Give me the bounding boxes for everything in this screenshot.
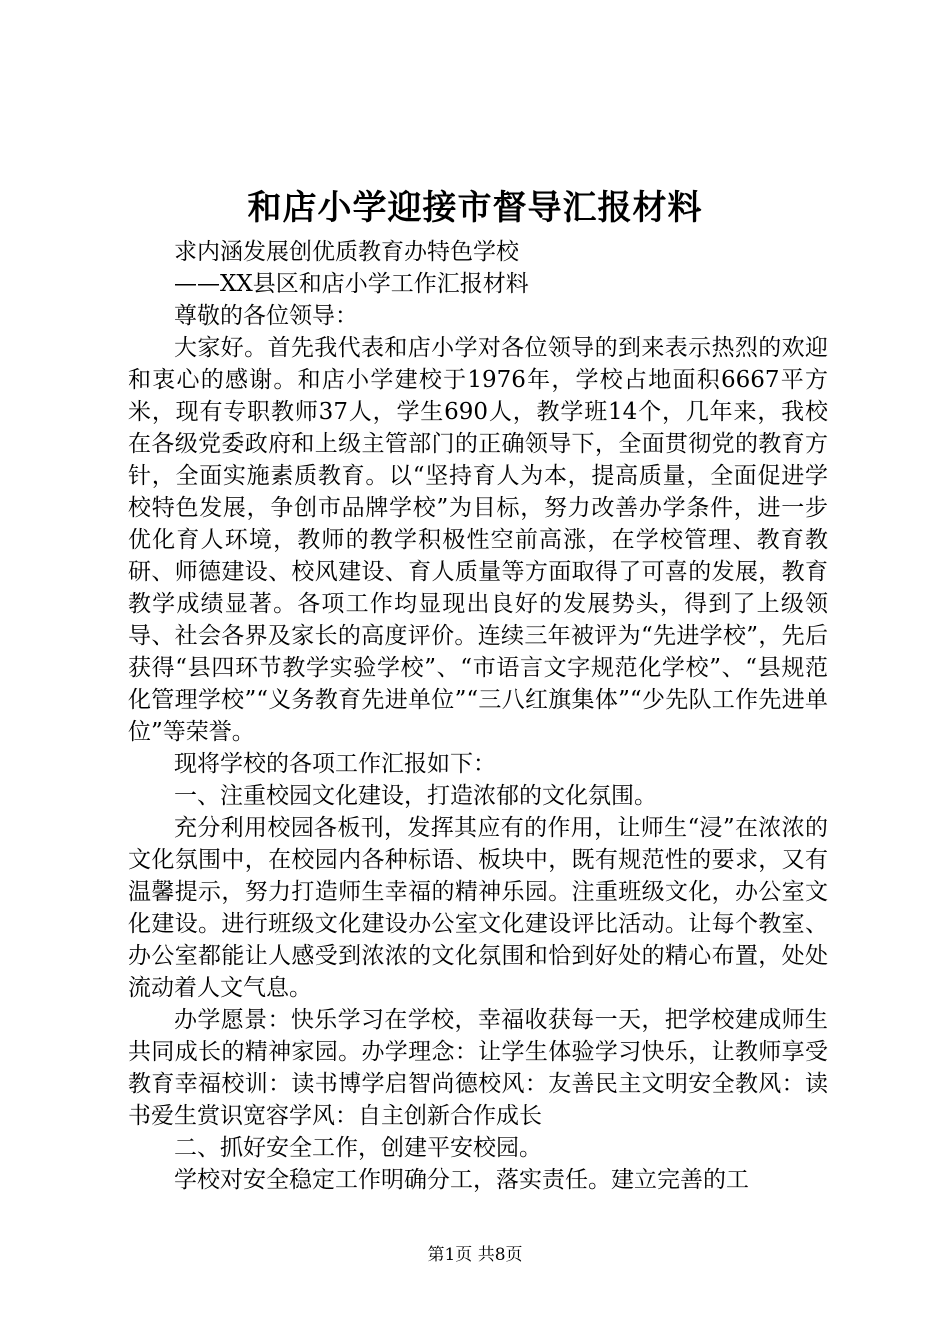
body-paragraph: 学校对安全稳定工作明确分工，落实责任。建立完善的工 <box>174 1167 749 1193</box>
subtitle-line: 求内涵发展创优质教育办特色学校 <box>174 239 519 265</box>
subtitle-source-line: ——XX县区和店小学工作汇报材料 <box>174 271 529 297</box>
document-body <box>128 236 828 1196</box>
section-heading: 二、抓好安全工作，创建平安校园。 <box>174 1135 542 1161</box>
body-paragraph: 充分利用校园各板刊，发挥其应有的作用，让师生“浸”在浓浓的文化氛围中，在校园内各种标语、板块中，既有规范性的要求，又有温馨提示，努力打造师生幸福的精神乐园。注重班级文化，办公室文化建设。进行班级文化建设办公室文化建设评比活动。让每个教室、办公室都能让人感受到浓浓的文化氛围和恰到好处的精心布置，处处流动着人文气息。 <box>128 815 828 1001</box>
body-paragraph: 现将学校的各项工作汇报如下： <box>174 751 496 777</box>
body-paragraph: 办学愿景：快乐学习在学校，幸福收获每一天，把学校建成师生共同成长的精神家园。办学理念：让学生体验学习快乐，让教师享受教育幸福校训：读书博学启智尚德校风：友善民主文明安全教风：读书爱生赏识宽容学风：自主创新合作成长 <box>128 1007 828 1129</box>
section-heading: 一、注重校园文化建设，打造浓郁的文化氛围。 <box>174 783 657 809</box>
page-number-footer: 第1页 共8页 <box>427 1245 523 1265</box>
body-paragraph: 大家好。首先我代表和店小学对各位领导的到来表示热烈的欢迎和衷心的感谢。和店小学建校于1976年，学校占地面积6667平方米，现有专职教师37人，学生690人，教学班14个，几年来，我校在各级党委政府和上级主管部门的正确领导下，全面贯彻党的教育方针，全面实施素质教育。以“坚持育人为本，提高质量，全面促进学校特色发展，争创市品牌学校”为目标，努力改善办学条件，进一步优化育人环境，教师的教学积极性空前高涨，在学校管理、教育教研、师德建设、校风建设、育人质量等方面取得了可喜的发展，教育教学成绩显著。各项工作均显现出良好的发展势头，得到了上级领导、社会各界及家长的高度评价。连续三年被评为“先进学校”，先后获得“县四环节教学实验学校”、“市语言文字规范化学校”、“县规范化管理学校”“义务教育先进单位”“三八红旗集体”“少先队工作先进单位”等荣誉。 <box>128 335 828 745</box>
salutation: 尊敬的各位领导： <box>174 303 358 329</box>
document-title: 和店小学迎接市督导汇报材料 <box>247 188 703 228</box>
